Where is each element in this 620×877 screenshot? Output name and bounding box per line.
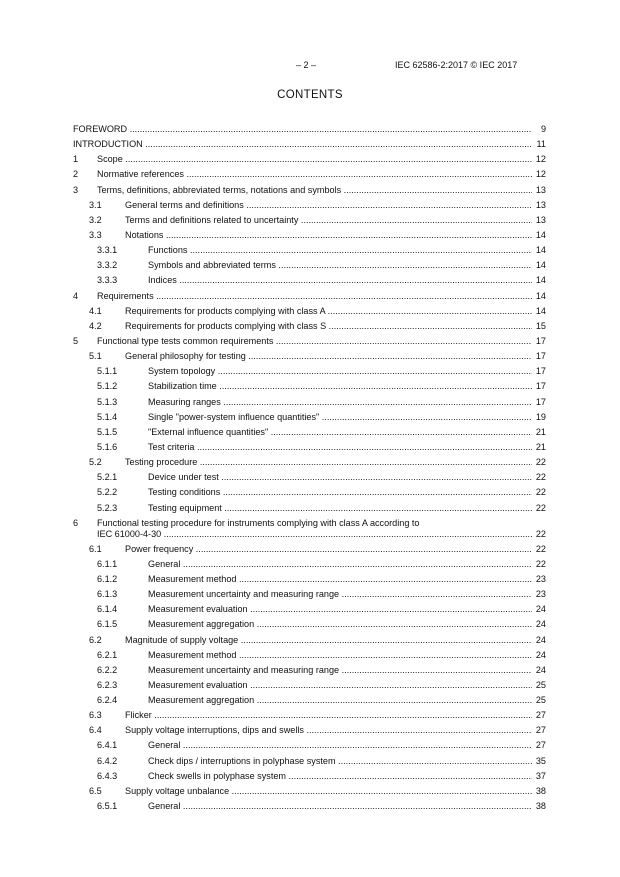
toc-entry[interactable] xyxy=(73,183,546,198)
toc-entry[interactable] xyxy=(73,799,546,814)
toc-entry[interactable] xyxy=(73,334,546,349)
toc-entry-title: Testing procedure ..... xyxy=(125,455,532,470)
toc-entry[interactable] xyxy=(73,602,546,617)
toc-entry-page: 17 xyxy=(535,335,546,346)
toc-entry-title: Symbols and abbreviated terms ..... xyxy=(148,258,532,273)
toc-entry-number: 5.2 xyxy=(89,457,102,468)
toc-entry-title: Measurement uncertainty and measuring range ..... xyxy=(148,663,532,678)
toc-entry-page: 22 xyxy=(535,502,546,513)
toc-entry-title: General ..... xyxy=(148,557,532,572)
toc-entry-title: Testing equipment ..... xyxy=(148,501,532,516)
toc-entry[interactable] xyxy=(73,273,546,288)
toc-entry-number: 6.4.2 xyxy=(97,755,118,766)
toc-entry-number: 6.2.2 xyxy=(97,664,118,675)
toc-entry-number: 6.1.3 xyxy=(97,589,118,600)
toc-entry-title: Indices ..... xyxy=(148,273,532,288)
toc-entry[interactable] xyxy=(73,213,546,228)
toc-entry-page: 23 xyxy=(535,589,546,600)
toc-entry-title: Supply voltage interruptions, dips and swells ..... xyxy=(125,723,532,738)
toc-entry-page: 14 xyxy=(535,229,546,240)
toc-entry-page: 22 xyxy=(535,543,546,554)
toc-entry-number: 4.1 xyxy=(89,305,102,316)
toc-entry-title: Supply voltage unbalance ..... xyxy=(125,784,532,799)
toc-entry[interactable] xyxy=(73,678,546,693)
toc-entry-title: Magnitude of supply voltage ..... xyxy=(125,633,532,648)
toc-entry-page: 22 xyxy=(535,472,546,483)
toc-entry-number: 2 xyxy=(73,169,79,180)
toc-entry-title: Measurement aggregation ..... xyxy=(148,693,532,708)
toc-entry-number: 5.1.2 xyxy=(97,381,118,392)
toc-entry-page: 11 xyxy=(536,139,546,150)
toc-entry-page: 22 xyxy=(535,528,546,539)
table-of-contents xyxy=(73,122,546,814)
toc-entry[interactable] xyxy=(73,693,546,708)
toc-entry-number: 6.4.1 xyxy=(97,740,118,751)
toc-entry[interactable] xyxy=(73,319,546,334)
toc-entry-title: Notations ..... xyxy=(125,228,532,243)
toc-entry-page: 25 xyxy=(535,679,546,690)
toc-entry[interactable] xyxy=(73,379,546,394)
toc-entry-title: Single "power-system influence quantities" ..... xyxy=(148,410,532,425)
toc-entry-page: 14 xyxy=(535,245,546,256)
toc-entry-number: 5.2.1 xyxy=(97,472,118,483)
toc-entry-number: 4.2 xyxy=(89,320,102,331)
toc-entry-number: 6.2.4 xyxy=(97,695,118,706)
toc-entry-number: 5.1.4 xyxy=(97,411,118,422)
toc-entry-number: 6.3 xyxy=(89,710,102,721)
toc-entry-title: Check dips / interruptions in polyphase system ..... xyxy=(148,754,532,769)
toc-entry-page: 19 xyxy=(535,411,546,422)
toc-entry-title: Power frequency ..... xyxy=(125,542,532,557)
toc-entry-title: FOREWORD ..... xyxy=(73,122,532,137)
toc-entry-page: 38 xyxy=(535,801,546,812)
toc-entry[interactable] xyxy=(73,708,546,723)
toc-entry-title: Measuring ranges ..... xyxy=(148,395,532,410)
toc-entry-page: 13 xyxy=(535,184,546,195)
toc-entry-title: General philosophy for testing ..... xyxy=(125,349,532,364)
toc-entry-number: 6.2.3 xyxy=(97,679,118,690)
toc-entry[interactable] xyxy=(73,663,546,678)
toc-entry-page: 9 xyxy=(540,124,546,134)
toc-entry-page: 17 xyxy=(535,381,546,392)
toc-entry-page: 17 xyxy=(535,396,546,407)
toc-entry[interactable] xyxy=(73,617,546,632)
toc-entry-page: 22 xyxy=(535,558,546,569)
toc-entry-number: 5 xyxy=(73,335,79,346)
toc-entry-number: 5.1.3 xyxy=(97,396,118,407)
toc-entry-title: Test criteria ..... xyxy=(148,440,532,455)
toc-entry[interactable] xyxy=(73,228,546,243)
toc-entry[interactable] xyxy=(73,754,546,769)
toc-entry-number: 3.1 xyxy=(89,199,102,210)
toc-entry[interactable] xyxy=(73,152,546,167)
toc-entry-title: Normative references ..... xyxy=(97,167,532,182)
toc-entry-title: Requirements ..... xyxy=(97,289,532,304)
toc-entry[interactable] xyxy=(73,557,546,572)
toc-entry-number: 3.2 xyxy=(89,214,102,225)
toc-entry-title: Terms, definitions, abbreviated terms, notations and symbols ..... xyxy=(97,183,532,198)
page-title: CONTENTS xyxy=(277,89,343,101)
toc-entry-title: General terms and definitions ..... xyxy=(125,198,532,213)
toc-entry-page: 13 xyxy=(535,199,546,210)
toc-entry-title: INTRODUCTION ..... xyxy=(73,137,532,152)
toc-entry[interactable] xyxy=(73,440,546,455)
toc-entry-page: 24 xyxy=(535,649,546,660)
toc-entry-page: 27 xyxy=(535,710,546,721)
toc-entry-number: 6.4.3 xyxy=(97,770,118,781)
toc-entry-page: 24 xyxy=(535,619,546,630)
toc-entry-number: 6.1.5 xyxy=(97,619,118,630)
toc-entry-page: 22 xyxy=(535,487,546,498)
toc-entry-page: 14 xyxy=(535,275,546,286)
toc-entry-number: 1 xyxy=(73,154,79,165)
toc-entry-page: 24 xyxy=(535,634,546,645)
toc-entry-number: 5.1 xyxy=(89,351,102,362)
toc-entry[interactable] xyxy=(73,542,546,557)
toc-entry-title: Measurement method ..... xyxy=(148,648,532,663)
toc-entry-number: 6.1 xyxy=(89,543,102,554)
toc-entry-number: 3 xyxy=(73,184,79,195)
toc-entry-title: Measurement evaluation ..... xyxy=(148,602,532,617)
toc-entry[interactable] xyxy=(73,289,546,304)
toc-entry-title: Device under test ..... xyxy=(148,470,532,485)
page-number-header: – 2 – xyxy=(296,60,317,70)
toc-entry-number: 5.2.3 xyxy=(97,502,118,513)
toc-entry-title: Functional type tests common requirements ..... xyxy=(97,334,532,349)
toc-entry[interactable] xyxy=(73,633,546,648)
toc-entry-page: 14 xyxy=(535,305,546,316)
toc-entry[interactable] xyxy=(73,137,546,152)
toc-entry-page: 21 xyxy=(535,441,546,452)
toc-entry-title: Terms and definitions related to uncertainty ..... xyxy=(125,213,532,228)
toc-entry[interactable] xyxy=(73,198,546,213)
toc-entry-title-continued: IEC 61000-4-30 ..... xyxy=(97,527,532,542)
toc-entry[interactable] xyxy=(73,723,546,738)
toc-entry-number: 6.2.1 xyxy=(97,649,118,660)
toc-entry-number: 3.3 xyxy=(89,229,102,240)
toc-entry-title: Functional testing procedure for instruments complying with class A according to xyxy=(97,517,420,528)
toc-entry-title: Measurement uncertainty and measuring range ..... xyxy=(148,587,532,602)
toc-entry-title: System topology ..... xyxy=(148,364,532,379)
toc-entry-page: 23 xyxy=(535,573,546,584)
toc-entry[interactable] xyxy=(73,501,546,516)
toc-entry-number: 6 xyxy=(73,517,79,528)
toc-entry-title: General ..... xyxy=(148,799,532,814)
toc-entry-title: "External influence quantities" ..... xyxy=(148,425,532,440)
toc-entry[interactable] xyxy=(73,572,546,587)
toc-entry[interactable] xyxy=(73,769,546,784)
toc-entry-number: 5.1.1 xyxy=(97,366,118,377)
toc-entry-page: 24 xyxy=(535,664,546,675)
toc-entry-page: 12 xyxy=(535,154,546,165)
toc-entry[interactable] xyxy=(73,395,546,410)
toc-entry-page: 17 xyxy=(535,366,546,377)
toc-entry-number: 3.3.2 xyxy=(97,260,118,271)
toc-entry-page: 12 xyxy=(535,169,546,180)
toc-entry-title: Flicker ..... xyxy=(125,708,532,723)
toc-entry-number: 3.3.3 xyxy=(97,275,118,286)
toc-entry-number: 5.1.6 xyxy=(97,441,118,452)
toc-entry[interactable] xyxy=(73,410,546,425)
toc-entry-page: 35 xyxy=(535,755,546,766)
toc-entry-title: Testing conditions ..... xyxy=(148,485,532,500)
toc-entry-page: 24 xyxy=(535,604,546,615)
toc-entry-number: 6.1.1 xyxy=(97,558,118,569)
toc-entry-number: 6.5 xyxy=(89,785,102,796)
toc-entry[interactable] xyxy=(73,349,546,364)
toc-entry-title: Stabilization time ..... xyxy=(148,379,532,394)
toc-entry-page: 17 xyxy=(535,351,546,362)
toc-entry-page: 21 xyxy=(535,426,546,437)
toc-entry-title: Requirements for products complying with class S ..... xyxy=(125,319,532,334)
toc-entry-page: 13 xyxy=(535,214,546,225)
toc-entry[interactable] xyxy=(73,304,546,319)
toc-entry-page: 25 xyxy=(535,695,546,706)
toc-entry-number: 5.2.2 xyxy=(97,487,118,498)
toc-entry-number: 3.3.1 xyxy=(97,245,118,256)
toc-entry-page: 38 xyxy=(535,785,546,796)
toc-entry-page: 14 xyxy=(535,260,546,271)
toc-entry-number: 6.5.1 xyxy=(97,801,118,812)
toc-entry[interactable] xyxy=(73,243,546,258)
toc-entry-number: 6.1.2 xyxy=(97,573,118,584)
toc-entry-page: 37 xyxy=(535,770,546,781)
toc-entry[interactable] xyxy=(73,167,546,182)
toc-entry-page: 14 xyxy=(535,290,546,301)
toc-entry-title: Requirements for products complying with class A ..... xyxy=(125,304,532,319)
toc-entry[interactable] xyxy=(73,648,546,663)
toc-entry[interactable] xyxy=(73,470,546,485)
toc-entry-page: 27 xyxy=(535,725,546,736)
toc-entry-title: Measurement method ..... xyxy=(148,572,532,587)
toc-entry[interactable] xyxy=(73,516,546,542)
toc-entry[interactable] xyxy=(73,455,546,470)
toc-entry[interactable] xyxy=(73,122,546,137)
toc-entry[interactable] xyxy=(73,364,546,379)
toc-entry-page: 22 xyxy=(535,457,546,468)
toc-entry-number: 6.2 xyxy=(89,634,102,645)
toc-entry[interactable] xyxy=(73,258,546,273)
toc-entry-title: Measurement aggregation ..... xyxy=(148,617,532,632)
toc-entry[interactable] xyxy=(73,587,546,602)
toc-entry-number: 4 xyxy=(73,290,79,301)
standard-reference-header: IEC 62586-2:2017 © IEC 2017 xyxy=(395,60,518,70)
toc-entry-title: Functions ..... xyxy=(148,243,532,258)
toc-entry-title: Check swells in polyphase system ..... xyxy=(148,769,532,784)
toc-entry-page: 27 xyxy=(535,740,546,751)
toc-entry-title: Measurement evaluation ..... xyxy=(148,678,532,693)
toc-entry-number: 5.1.5 xyxy=(97,426,118,437)
toc-entry-title: General ..... xyxy=(148,738,532,753)
toc-entry-number: 6.4 xyxy=(89,725,102,736)
toc-entry-number: 6.1.4 xyxy=(97,604,118,615)
toc-entry[interactable] xyxy=(73,485,546,500)
toc-entry-title: Scope ..... xyxy=(97,152,532,167)
toc-entry[interactable] xyxy=(73,784,546,799)
toc-entry[interactable] xyxy=(73,425,546,440)
toc-entry[interactable] xyxy=(73,738,546,753)
toc-entry-page: 15 xyxy=(535,320,546,331)
